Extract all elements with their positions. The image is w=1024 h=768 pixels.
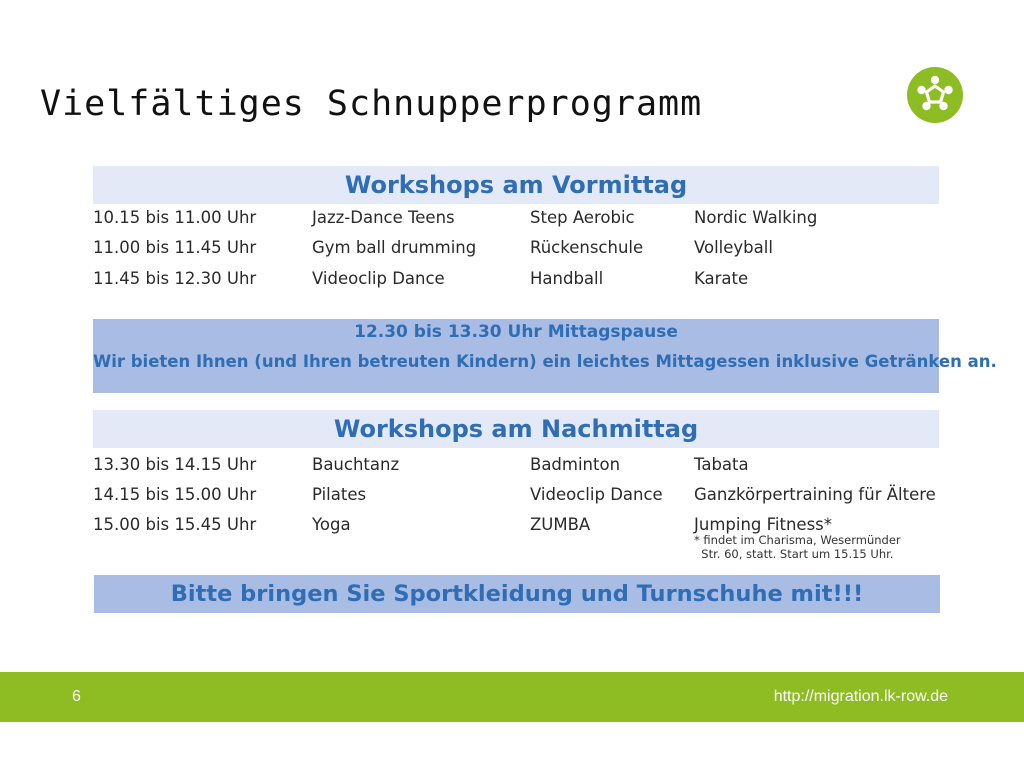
lunch-break-box — [93, 319, 997, 393]
lunch-break-note: Wir bieten Ihnen (und Ihren betreuten Kindern) ein leichtes Mittagessen inklusive Getränken an. — [93, 352, 997, 371]
lunch-break-time: 12.30 bis 13.30 Uhr Mittagspause — [354, 322, 678, 342]
schedule-row — [93, 203, 943, 233]
time-cell: 11.45 bis 12.30 Uhr — [93, 269, 257, 288]
workshop-cell: Nordic Walking — [694, 208, 818, 227]
workshop-cell: Bauchtanz — [312, 455, 400, 474]
workshop-cell: Badminton — [530, 455, 621, 474]
workshop-cell: Pilates — [312, 485, 367, 504]
workshop-cell: ZUMBA — [530, 515, 591, 534]
workshop-cell: Tabata — [694, 455, 749, 474]
time-cell: 15.00 bis 15.45 Uhr — [93, 515, 257, 534]
schedule-row — [93, 264, 943, 294]
workshop-cell: Volleyball — [694, 238, 773, 257]
morning-header-label: Workshops am Vormittag — [344, 171, 688, 199]
workshop-cell: Jazz-Dance Teens — [312, 208, 455, 227]
morning-section-header — [93, 166, 939, 204]
workshop-cell: Yoga — [312, 515, 351, 534]
time-cell: 11.00 bis 11.45 Uhr — [93, 238, 257, 257]
page-number: 6 — [72, 688, 81, 705]
reminder-box — [94, 575, 940, 613]
workshop-cell: Step Aerobic — [530, 208, 635, 227]
workshop-cell: Ganzkörpertraining für Ältere — [694, 485, 936, 504]
schedule-row — [93, 233, 943, 263]
slide-title: Vielfältiges Schnupperprogramm — [40, 84, 703, 124]
schedule-row — [93, 480, 943, 510]
workshop-cell: Karate — [694, 269, 749, 288]
time-cell: 13.30 bis 14.15 Uhr — [93, 455, 257, 474]
reminder-text: Bitte bringen Sie Sportkleidung und Turnschuhe mit!!! — [170, 581, 864, 607]
afternoon-section-header — [93, 410, 939, 448]
time-cell: 10.15 bis 11.00 Uhr — [93, 208, 257, 227]
workshop-cell: Jumping Fitness* — [694, 515, 833, 534]
schedule-row — [93, 450, 943, 480]
jumping-fitness-footnote: * findet im Charisma, Wesermünder Str. 60, statt. Start um 15.15 Uhr. — [694, 533, 901, 561]
workshop-cell: Gym ball drumming — [312, 238, 477, 257]
workshop-cell: Rückenschule — [530, 238, 644, 257]
afternoon-header-label: Workshops am Nachmittag — [333, 415, 699, 443]
workshop-cell: Videoclip Dance — [530, 485, 663, 504]
people-circle-logo-icon — [907, 67, 963, 123]
workshop-cell: Handball — [530, 269, 604, 288]
footer-bar — [0, 672, 1024, 722]
time-cell: 14.15 bis 15.00 Uhr — [93, 485, 257, 504]
footer-url-link[interactable]: http://migration.lk-row.de — [773, 688, 948, 705]
workshop-cell: Videoclip Dance — [312, 269, 445, 288]
